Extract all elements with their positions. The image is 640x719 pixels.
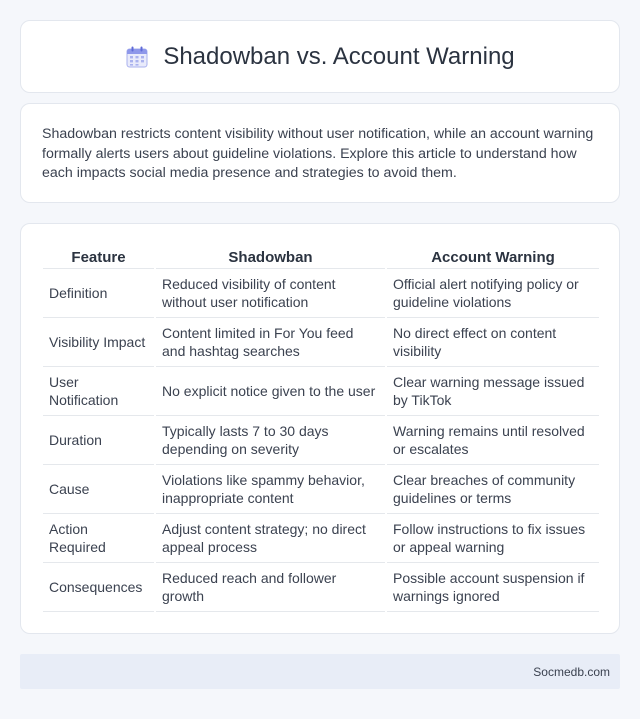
table-cell: Reduced reach and follower growth (156, 563, 385, 612)
table-cell: Visibility Impact (43, 318, 154, 367)
page-title: Shadowban vs. Account Warning (163, 42, 515, 70)
table-row (43, 563, 599, 612)
title-card (20, 20, 620, 93)
table-row (43, 514, 599, 563)
footer (20, 654, 620, 689)
table-cell: Definition (43, 269, 154, 318)
table-cell: Content limited in For You feed and hashtag searches (156, 318, 385, 367)
table-cell: Reduced visibility of content without user notification (156, 269, 385, 318)
table-cell: Duration (43, 416, 154, 465)
table-cell: Consequences (43, 563, 154, 612)
intro-text: Shadowban restricts content visibility without user notification, while an account warning formally alerts users about guideline violations. Explore this article to understand how each impacts social media presence and strategies to avoid them. (42, 126, 594, 181)
table-cell: Action Required (43, 514, 154, 563)
comparison-table (41, 248, 601, 612)
table-cell: Cause (43, 465, 154, 514)
column-header-feature: Feature (43, 248, 154, 269)
table-cell: Clear warning message issued by TikTok (387, 367, 599, 416)
table-row (43, 465, 599, 514)
table-row (43, 318, 599, 367)
calendar-icon (125, 45, 149, 69)
comparison-card (20, 223, 620, 634)
table-cell: Warning remains until resolved or escalates (387, 416, 599, 465)
table-row (43, 269, 599, 318)
table-row (43, 367, 599, 416)
table-row (43, 416, 599, 465)
table-cell: Adjust content strategy; no direct appeal process (156, 514, 385, 563)
table-cell: No explicit notice given to the user (156, 367, 385, 416)
intro-card (20, 103, 620, 203)
table-cell: Follow instructions to fix issues or appeal warning (387, 514, 599, 563)
table-cell: Typically lasts 7 to 30 days depending on severity (156, 416, 385, 465)
table-cell: Possible account suspension if warnings ignored (387, 563, 599, 612)
table-cell: User Notification (43, 367, 154, 416)
column-header-account-warning: Account Warning (387, 248, 599, 269)
table-cell: Official alert notifying policy or guideline violations (387, 269, 599, 318)
table-cell: Violations like spammy behavior, inappropriate content (156, 465, 385, 514)
table-cell: Clear breaches of community guidelines or terms (387, 465, 599, 514)
footer-site-name: Socmedb.com (533, 664, 610, 679)
table-cell: No direct effect on content visibility (387, 318, 599, 367)
table-header-row (43, 248, 599, 269)
column-header-shadowban: Shadowban (156, 248, 385, 269)
